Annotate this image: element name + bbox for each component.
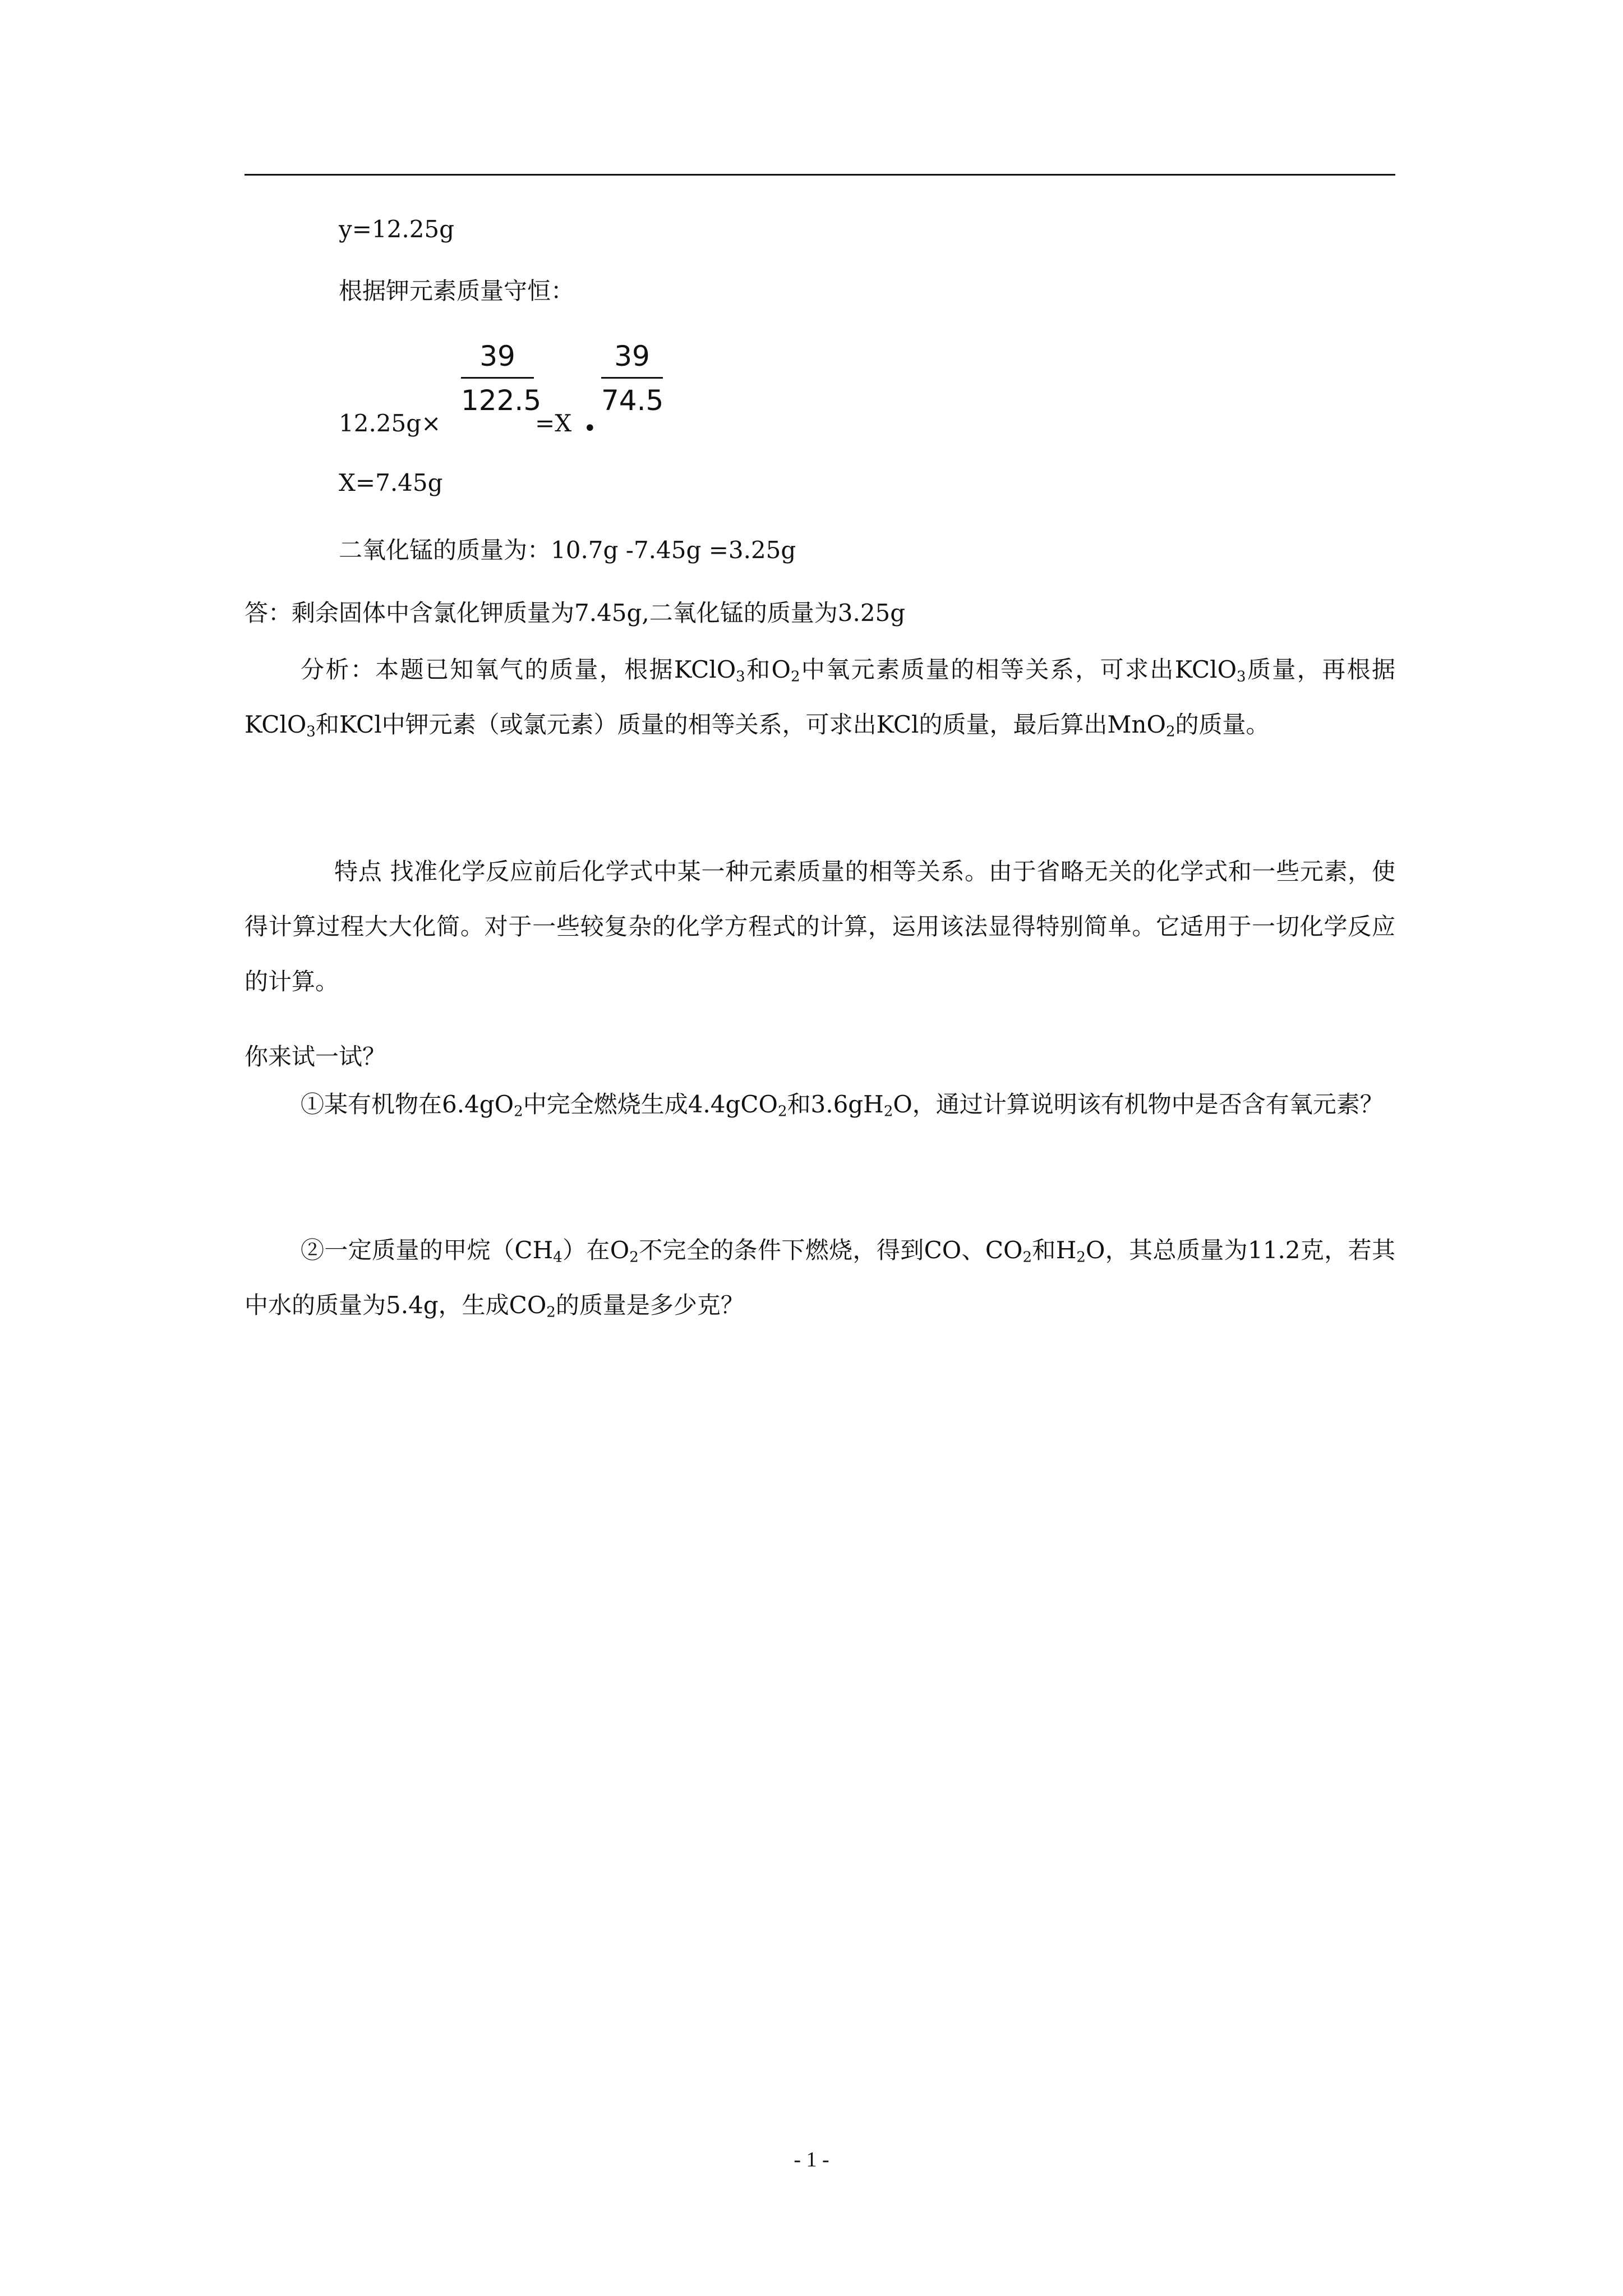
y-result-line: y=12.25g <box>339 215 455 243</box>
analysis-paragraph: 分析：本题已知氧气的质量，根据KClO$_3$和$O_2$中氧元素质量的相等关系，可求出KClO$_3$质量，再根据KClO$_3$和KCl中钾元素（或氯元素）质量的相等关系，可求出KCl的质量，最后算出MnO$_2$的质量。 <box>245 656 1395 740</box>
fraction-numerator: 39 <box>614 340 650 372</box>
page-number: - 1 - <box>794 2148 829 2171</box>
conservation-line: 根据钾元素质量守恒： <box>339 277 575 305</box>
x-result-line: X=7.45g <box>339 469 443 496</box>
multiply-dot: • <box>583 416 597 441</box>
fraction-denominator: 74.5 <box>601 384 664 417</box>
equation-equals-x: =X <box>535 409 572 437</box>
fraction-bar <box>601 377 663 379</box>
question-2: ②一定质量的甲烷$(CH_4)$在$O_2$不完全的条件下燃烧，得到CO、$CO_2$和$H_2O$，其总质量为11.2克，若其中水的质量为5.4g，生成$CO_2$的质量是多少克？ <box>245 1236 1396 1321</box>
fraction-39-over-122-5 <box>461 340 542 417</box>
try-heading: 你来试一试？ <box>245 1043 386 1070</box>
mno2-mass-line: 二氧化锰的质量为：10.7g -7.45g =3.25g <box>339 536 796 564</box>
header-rule <box>245 174 1395 176</box>
question-1: ①某有机物在$6.4gO_2$中完全燃烧生成4.4gCO$_2$和$3.6gH_2O$，通过计算说明该有机物中是否含有氧元素？ <box>301 1091 1384 1120</box>
fraction-bar <box>461 377 534 379</box>
equation-lead: 12.25g× <box>339 409 441 437</box>
fraction-denominator: 122.5 <box>461 384 542 417</box>
answer-line: 答：剩余固体中含氯化钾质量为7.45g,二氧化锰的质量为3.25g <box>245 599 906 627</box>
fraction-39-over-74-5 <box>601 342 663 415</box>
fraction-numerator: 39 <box>479 340 515 372</box>
feature-paragraph: 特点 找准化学反应前后化学式中某一种元素质量的相等关系。由于省略无关的化学式和一些元素，使得计算过程大大化简。对于一些较复杂的化学方程式的计算，运用该法显得特别简单。它适用于一切化学反应的计算。 <box>245 858 1395 995</box>
